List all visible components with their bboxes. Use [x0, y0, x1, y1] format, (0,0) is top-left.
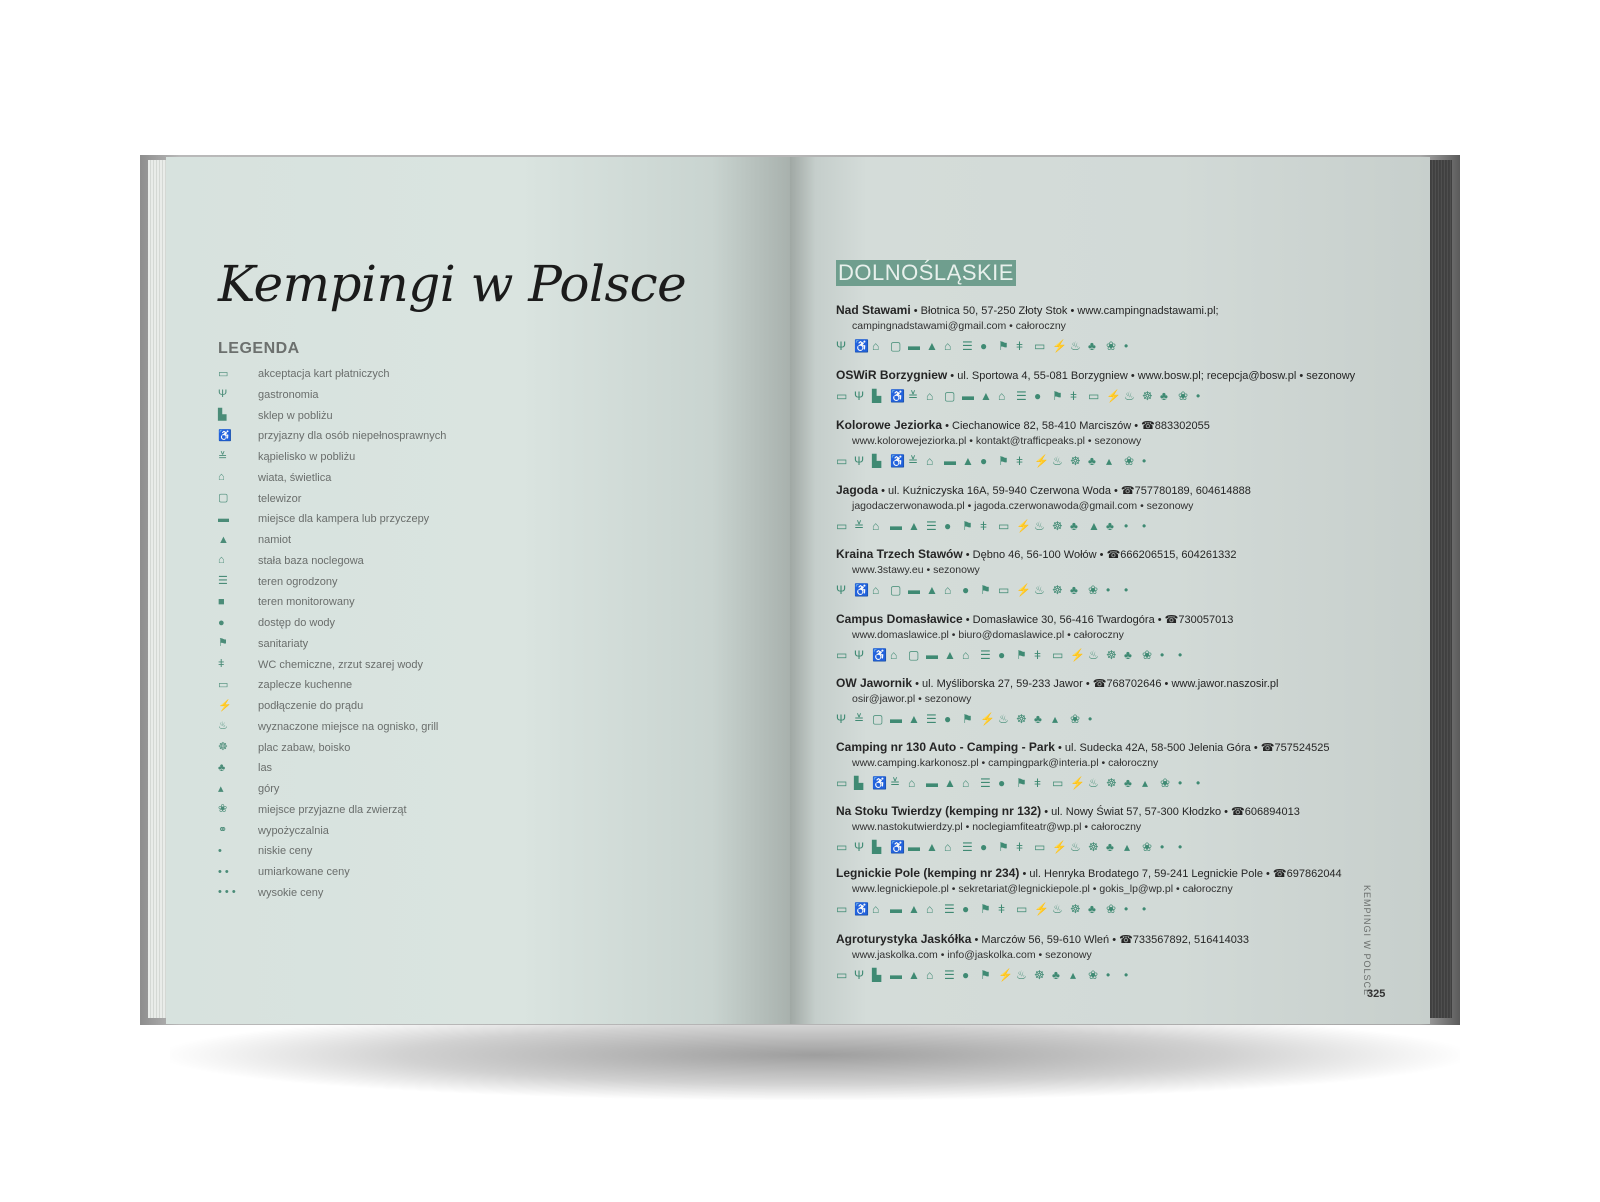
legend-item — [218, 364, 389, 384]
wc-icon: ǂ — [218, 658, 225, 670]
amenity-icons: Ψ ♿ ⌂ ▢ ▬ ▲ ⌂ ● ⚑ ▭ ⚡ ♨ ☸ ♣ ❀ • • — [836, 583, 1129, 597]
legend-item — [218, 385, 319, 405]
fire-icon: ♨ — [218, 720, 228, 733]
amenity-icons: ▭ Ψ ▙ ♿ ▬ ▲ ⌂ ☰ ● ⚑ ǂ ▭ ⚡ ♨ ☸ ♣ ▴ ❀ • • — [836, 840, 1183, 854]
campsite-address: • ul. Henryka Brodatego 7, 59-241 Legnickie Pole • ☎697862044 — [1019, 868, 1342, 880]
campsite-address: • Domasławice 30, 56-416 Twardogóra • ☎730057013 — [962, 614, 1234, 626]
legend-item — [218, 675, 352, 695]
mountain-icon: ▴ — [218, 782, 224, 795]
entry-details — [836, 932, 1396, 946]
entry-details — [836, 483, 1396, 497]
campsite-contact: www.camping.karkonosz.pl • campingpark@interia.pl • całoroczny — [852, 757, 1159, 769]
campsite-address: • ul. Myśliborska 27, 59-233 Jawor • ☎768702646 • www.jawor.naszosir.pl — [912, 678, 1279, 690]
legend-item — [218, 551, 364, 571]
price-mid-icon: • • — [218, 865, 229, 878]
plug-icon: ⚡ — [218, 699, 232, 712]
entry-details — [836, 547, 1396, 561]
camera-icon: ■ — [218, 595, 225, 608]
legend-label: podłączenie do prądu — [258, 700, 364, 712]
legend-label: umiarkowane ceny — [258, 866, 350, 878]
page-edges-left — [148, 160, 168, 1018]
campsite-address: • ul. Sportowa 4, 55-081 Borzygniew • www.bosw.pl; recepcja@bosw.pl • sezonowy — [947, 370, 1356, 382]
legend-item — [218, 489, 301, 509]
water-icon: ● — [218, 616, 225, 629]
tent-icon: ▲ — [218, 533, 229, 546]
campsite-address: • ul. Sudecka 42A, 58-500 Jelenia Góra • ☎757524525 — [1054, 742, 1330, 754]
entry-details — [836, 303, 1396, 317]
legend-label: zaplecze kuchenne — [258, 679, 353, 692]
legend-label: las — [258, 762, 273, 775]
campsite-contact: osir@jawor.pl • sezonowy — [852, 693, 972, 705]
legend-item — [218, 634, 308, 654]
legend-label: plac zabaw, boisko — [258, 741, 351, 754]
legend-item — [218, 883, 323, 903]
swimming-icon: ≚ — [218, 450, 228, 463]
legend-label: kąpielisko w pobliżu — [258, 451, 356, 463]
page-number: 325 — [1367, 988, 1386, 1000]
legend-item — [218, 696, 363, 716]
price-high-icon: • • • — [218, 886, 236, 899]
card-icon: ▭ — [218, 367, 229, 380]
campsite-name: Kraina Trzech Stawów — [836, 547, 963, 561]
amenity-icons: Ψ ♿ ⌂ ▢ ▬ ▲ ⌂ ☰ ● ⚑ ǂ ▭ ⚡ ♨ ♣ ❀ • — [836, 339, 1129, 353]
amenity-icons: Ψ ≚ ▢ ▬ ▲ ☰ ● ⚑ ⚡ ♨ ☸ ♣ ▴ ❀ • — [836, 712, 1093, 726]
campsite-address: • Dębno 46, 56-100 Wołów • ☎666206515, 604261332 — [962, 549, 1237, 561]
campsite-entry — [836, 612, 1396, 662]
entry-details — [836, 418, 1396, 432]
legend-item — [218, 655, 423, 675]
campsite-name: Agroturystyka Jaskółka — [836, 932, 972, 946]
amenity-icons: ▭ ≚ ⌂ ▬ ▲ ☰ ● ⚑ ǂ ▭ ⚡ ♨ ☸ ♣ ▲ ♣ • • — [836, 519, 1147, 533]
legend-label: wypożyczalnia — [258, 824, 329, 837]
price-low-icon: • — [218, 844, 222, 857]
legend-label: wyznaczone miejsce na ognisko, grill — [258, 720, 439, 733]
tv-icon: ▢ — [218, 492, 229, 504]
page-edges-right — [1428, 160, 1452, 1018]
legend-item — [218, 779, 279, 799]
legend-label: stała baza noclegowa — [258, 554, 364, 567]
legend-item — [218, 613, 335, 633]
campsite-entry — [836, 368, 1396, 403]
sanitary-icon: ⚑ — [218, 637, 228, 650]
amenity-icons: ▭ Ψ ▙ ♿ ≚ ⌂ ▢ ▬ ▲ ⌂ ☰ ● ⚑ ǂ ▭ ⚡ ♨ ☸ ♣ ❀ • — [836, 389, 1201, 403]
legend-label: miejsce przyjazne dla zwierząt — [258, 803, 407, 816]
legend-label: przyjazny dla osób niepełnosprawnych — [258, 430, 447, 443]
paw-icon: ❀ — [218, 803, 228, 816]
kitchen-icon: ▭ — [218, 678, 229, 691]
legend-label: teren ogrodzony — [258, 575, 338, 588]
legend-item — [218, 572, 338, 592]
campsite-name: OSWiR Borzygniew — [836, 368, 948, 382]
food-icon: Ψ — [218, 388, 228, 401]
shelter-icon: ⌂ — [218, 471, 225, 484]
campsite-name: OW Jawornik — [836, 676, 913, 690]
legend-label: teren monitorowany — [258, 596, 355, 609]
campsite-contact: www.domaslawice.pl • biuro@domaslawice.pl • całoroczny — [852, 629, 1124, 641]
campsite-entry — [836, 303, 1396, 353]
campsite-entry — [836, 547, 1396, 597]
region-heading: DOLNOŚLĄSKIE — [838, 260, 1014, 285]
campsite-contact: www.nastokutwierdzy.pl • noclegiamfiteatr@wp.pl • całoroczny — [852, 821, 1142, 833]
amenity-icons: ▭ Ψ ▙ ♿ ≚ ⌂ ▬ ▲ ● ⚑ ǂ ⚡ ♨ ☸ ♣ ▴ ❀ • — [836, 454, 1147, 468]
campsite-contact: www.3stawy.eu • sezonowy — [852, 564, 980, 576]
cart-icon: ▙ — [218, 409, 227, 421]
campsite-contact: www.kolorowejeziorka.pl • kontakt@trafficpeaks.pl • sezonowy — [852, 435, 1142, 447]
campsite-entry — [836, 418, 1396, 468]
legend-item — [218, 426, 446, 446]
campsite-entry — [836, 740, 1396, 790]
legend-label: gastronomia — [258, 388, 319, 401]
campsite-address: • Błotnica 50, 57-250 Złoty Stok • www.campingnadstawami.pl; — [910, 305, 1219, 317]
legend-heading: LEGENDA — [218, 340, 300, 357]
entry-details — [836, 612, 1396, 626]
legend-item — [218, 841, 312, 861]
legend-item — [218, 717, 438, 737]
legend-item — [218, 447, 355, 467]
tree-icon: ♣ — [218, 761, 226, 774]
legend-label: wiata, świetlica — [258, 471, 332, 484]
legend-label: wysokie ceny — [258, 886, 324, 899]
legend-label: WC chemiczne, zrzut szarej wody — [258, 658, 424, 671]
campsite-contact: campingnadstawami@gmail.com • całoroczny — [852, 320, 1066, 332]
fence-icon: ☰ — [218, 575, 228, 587]
legend-item — [218, 468, 331, 488]
entry-details — [836, 804, 1396, 818]
entry-details — [836, 676, 1396, 690]
campsite-entry — [836, 932, 1396, 982]
legend-item — [218, 821, 329, 841]
campsite-entry — [836, 804, 1396, 854]
bike-icon: ⚭ — [218, 824, 228, 836]
legend-label: namiot — [258, 534, 292, 546]
wheelchair-icon: ♿ — [218, 429, 232, 442]
campsite-address: • Marczów 56, 59-610 Wleń • ☎733567892, 516414033 — [971, 934, 1250, 946]
legend-item — [218, 758, 272, 778]
campsite-name: Kolorowe Jeziorka — [836, 418, 943, 432]
legend-item — [218, 509, 429, 529]
legend-item — [218, 738, 350, 758]
campsite-name: Camping nr 130 Auto - Camping - Park — [836, 740, 1055, 754]
legend-label: niskie ceny — [258, 845, 313, 858]
legend-item — [218, 800, 407, 820]
legend-label: dostęp do wody — [258, 617, 336, 629]
side-tab: KEMPINGI W POLSCE — [1362, 885, 1372, 997]
house-icon: ⌂ — [218, 554, 225, 567]
amenity-icons: ▭ ♿ ⌂ ▬ ▲ ⌂ ☰ ● ⚑ ǂ ▭ ⚡ ♨ ☸ ♣ ❀ • • — [836, 902, 1147, 916]
campsite-name: Campus Domasławice — [836, 612, 963, 626]
legend-label: sanitariaty — [258, 637, 309, 650]
legend-label: telewizor — [258, 492, 302, 505]
campsite-name: Nad Stawami — [836, 303, 911, 317]
amenity-icons: ▭ Ψ ♿ ⌂ ▢ ▬ ▲ ⌂ ☰ ● ⚑ ǂ ▭ ⚡ ♨ ☸ ♣ ❀ • • — [836, 648, 1183, 662]
entry-details — [836, 368, 1396, 382]
playground-icon: ☸ — [218, 741, 228, 753]
campsite-address: • ul. Kuźniczyska 16A, 59-940 Czerwona Woda • ☎757780189, 604614888 — [878, 485, 1251, 497]
campsite-name: Na Stoku Twierdzy (kemping nr 132) — [836, 804, 1042, 818]
page-title: Kempingi w Polsce — [218, 255, 687, 313]
campsite-name: Jagoda — [836, 483, 879, 497]
camper-icon: ▬ — [218, 512, 229, 525]
campsite-entry — [836, 483, 1396, 533]
campsite-entry — [836, 866, 1396, 916]
campsite-entry — [836, 676, 1396, 726]
legend-item — [218, 530, 291, 550]
campsite-contact: jagodaczerwonawoda.pl • jagoda.czerwonawoda@gmail.com • sezonowy — [852, 500, 1194, 512]
entry-details — [836, 866, 1396, 880]
legend-label: miejsce dla kampera lub przyczepy — [258, 513, 430, 526]
campsite-contact: www.jaskolka.com • info@jaskolka.com • sezonowy — [852, 949, 1092, 961]
legend-item — [218, 406, 333, 426]
legend-item — [218, 592, 355, 612]
campsite-address: • Ciechanowice 82, 58-410 Marciszów • ☎883302055 — [942, 420, 1210, 432]
campsite-name: Legnickie Pole (kemping nr 234) — [836, 866, 1020, 880]
legend-label: akceptacja kart płatniczych — [258, 368, 390, 380]
legend-label: sklep w pobliżu — [258, 409, 333, 422]
amenity-icons: ▭ Ψ ▙ ▬ ▲ ⌂ ☰ ● ⚑ ⚡ ♨ ☸ ♣ ▴ ❀ • • — [836, 968, 1129, 982]
entry-details — [836, 740, 1396, 754]
campsite-contact: www.legnickiepole.pl • sekretariat@legnickiepole.pl • gokis_lp@wp.pl • całoroczny — [852, 883, 1233, 895]
amenity-icons: ▭ ▙ ♿ ≚ ⌂ ▬ ▲ ⌂ ☰ ● ⚑ ǂ ▭ ⚡ ♨ ☸ ♣ ▴ ❀ • • — [836, 776, 1201, 790]
legend-item — [218, 862, 350, 882]
campsite-address: • ul. Nowy Świat 57, 57-300 Kłodzko • ☎606894013 — [1041, 806, 1300, 818]
legend-label: góry — [258, 783, 280, 795]
